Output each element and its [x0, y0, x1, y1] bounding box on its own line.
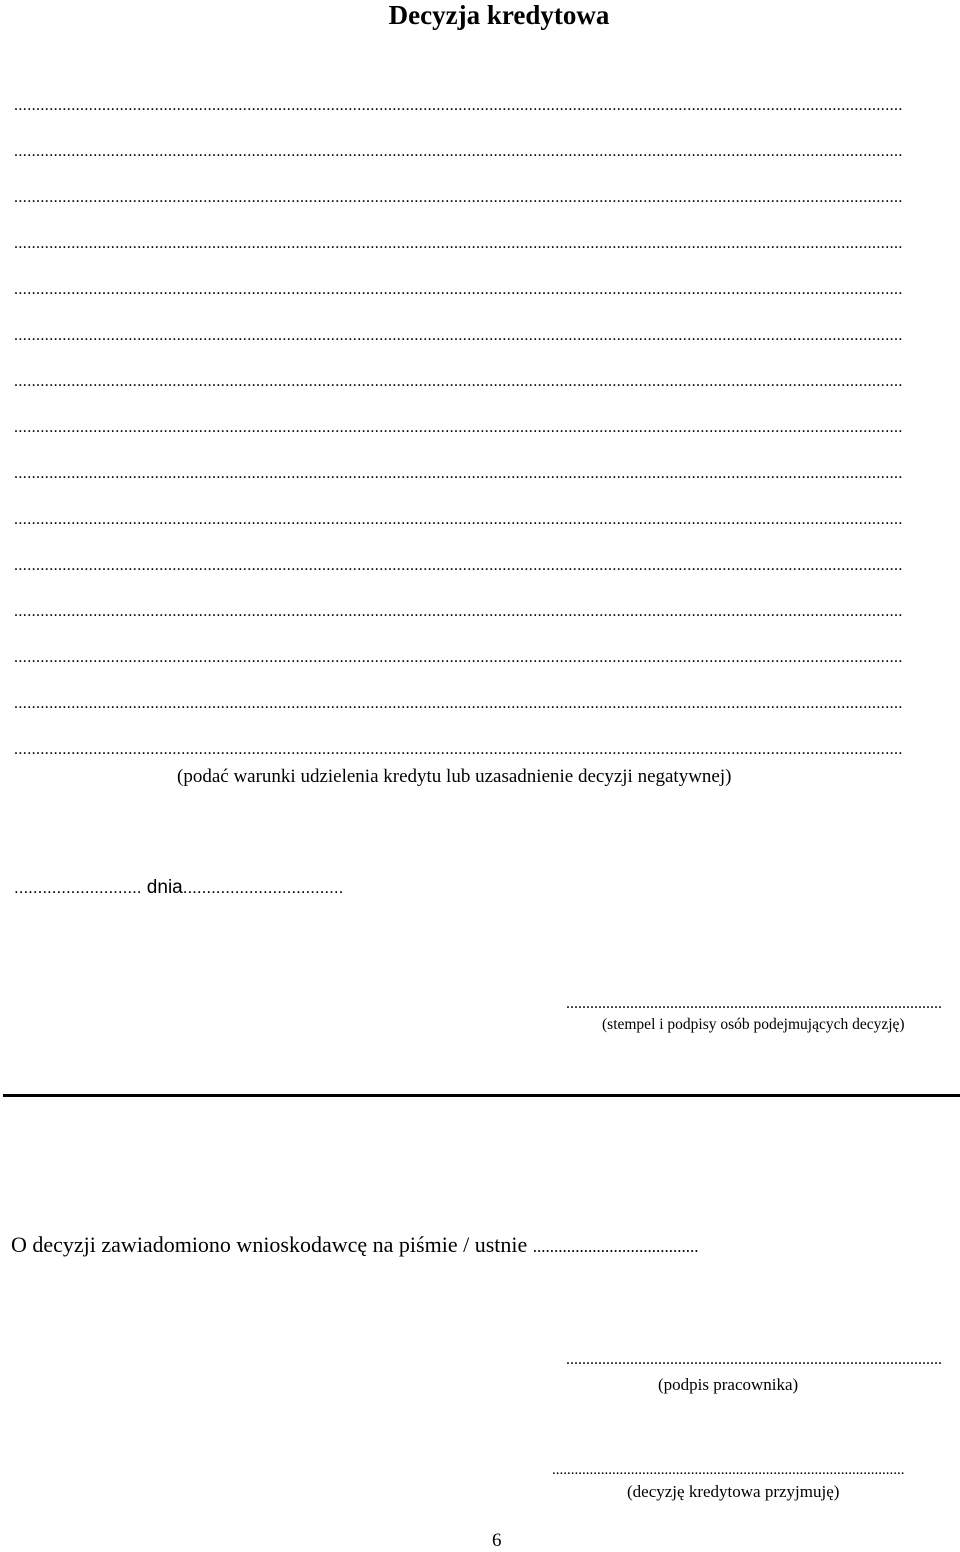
- place-dots: ...........................: [14, 878, 142, 897]
- dotted-line: ..........................................................................................................................................................................................................: [14, 603, 903, 620]
- dotted-line: ..........................................................................................................................................................................................................: [14, 557, 903, 574]
- dotted-line: ..........................................................................................................................................................................................................: [14, 327, 903, 344]
- notification-dots: .......................................: [532, 1237, 699, 1256]
- employee-signature-note: (podpis pracownika): [658, 1375, 799, 1394]
- document-title: Decyzja kredytowa: [388, 0, 610, 30]
- date-dots: ..................................: [182, 878, 344, 897]
- stamp-signature-note: (stempel i podpisy osób podejmujących decyzję): [602, 1016, 905, 1033]
- dotted-line: ..........................................................................................................................................................................................................: [14, 649, 903, 666]
- employee-signature-dots: ..............................................................................................: [566, 1351, 942, 1368]
- dotted-line: ..........................................................................................................................................................................................................: [14, 143, 903, 160]
- dotted-line: ..........................................................................................................................................................................................................: [14, 235, 903, 252]
- dotted-line: ..........................................................................................................................................................................................................: [14, 97, 903, 114]
- dotted-line: ..........................................................................................................................................................................................................: [14, 419, 903, 436]
- acceptance-note: (decyzję kredytowa przyjmuję): [627, 1482, 840, 1501]
- dotted-line: ..........................................................................................................................................................................................................: [14, 741, 903, 758]
- decision-signature-dots: ..............................................................................................: [566, 995, 942, 1012]
- notification-text: O decyzji zawiadomiono wnioskodawcę na piśmie / ustnie: [11, 1232, 528, 1257]
- dotted-line: ..........................................................................................................................................................................................................: [14, 189, 903, 206]
- section-divider: [3, 1094, 960, 1097]
- dotted-line: ..........................................................................................................................................................................................................: [14, 373, 903, 390]
- page-number: 6: [492, 1530, 502, 1551]
- dotted-line: ..........................................................................................................................................................................................................: [14, 695, 903, 712]
- dotted-line: ..........................................................................................................................................................................................................: [14, 281, 903, 298]
- conditions-note: (podać warunki udzielenia kredytu lub uzasadnienie decyzji negatywnej): [177, 766, 732, 787]
- place-date-line: [14, 877, 343, 899]
- dotted-line: ..........................................................................................................................................................................................................: [14, 511, 903, 528]
- dotted-line: ..........................................................................................................................................................................................................: [14, 465, 903, 482]
- acceptance-signature-dots: ..............................................................................................: [552, 1462, 905, 1478]
- place-date-label: dnia: [141, 877, 183, 898]
- notification-line: [11, 1232, 699, 1258]
